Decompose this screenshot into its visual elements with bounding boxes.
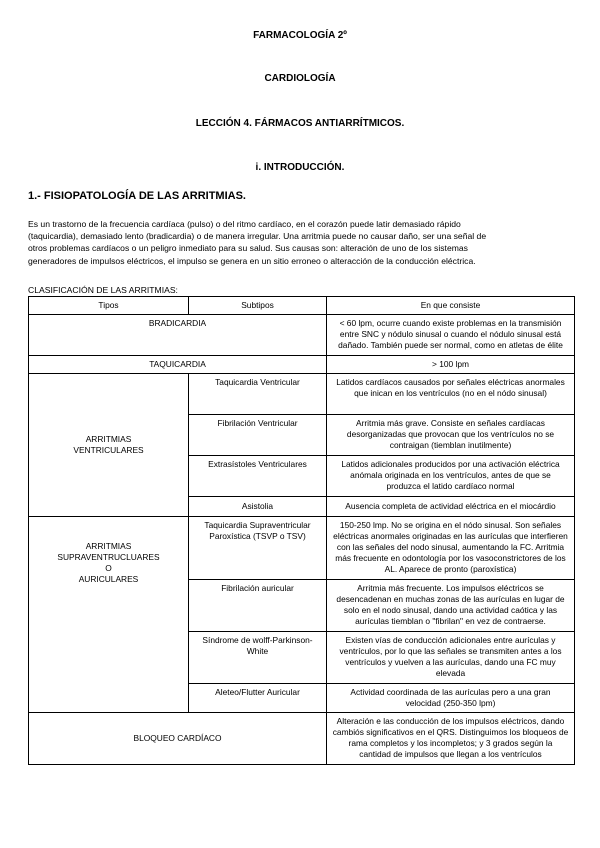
- table-row: [29, 517, 575, 580]
- desc-cell: Arritmia más grave. Consiste en señales cardíacas desorganizadas que provocan que los ventrículos no se contraigan (tiemblan inutilmente): [327, 415, 575, 456]
- intro-line: Es un trastorno de la frecuencia cardíaca (pulso) o del ritmo cardíaco, en el corazón puede latir demasiado rápido: [28, 219, 461, 229]
- subtype-cell: Taquicardia Supraventricular Paroxística (TSVP o TSV): [189, 517, 327, 580]
- type-line: SUPRAVENTRUCLUARES: [57, 552, 160, 562]
- table-header-row: [29, 297, 575, 315]
- lesson-title: LECCIÓN 4. FÁRMACOS ANTIARRÍTMICOS.: [195, 118, 405, 129]
- desc-cell: Existen vías de conducción adicionales entre aurículas y ventrículos, por lo que las señales se transmiten antes a los ventrículos y vuelven a las aurículas, dando una FC muy elevada: [327, 632, 575, 684]
- intro-paragraph: [28, 218, 576, 267]
- type-bloqueo: BLOQUEO CARDÍACO: [29, 713, 327, 765]
- header-subtipos: Subtipos: [189, 297, 327, 315]
- arrhythmia-table: [28, 296, 575, 765]
- type-bradicardia: BRADICARDIA: [29, 315, 327, 356]
- desc-cell: Actividad coordinada de las aurículas pero a una gran velocidad (250-350 lpm): [327, 684, 575, 713]
- desc-cell: Latidos adicionales producidos por una activación eléctrica anómala originada en los ventrículos, antes de que se produzca el latido cardíaco normal: [327, 456, 575, 497]
- subtype-cell: Extrasístoles Ventriculares: [189, 456, 327, 497]
- desc-cell: 150-250 lmp. No se origina en el nódo sinusal. Son señales eléctricas anormales originadas en las aurículas que interfieren con las señales del nodo sinusal, aumentando la FC. Arritmia más frecuente en odontología por los vasoconstrictores de los AL. Aparece de pronto (paroxística): [327, 517, 575, 580]
- type-line: ARRITMIAS: [85, 434, 132, 444]
- subtype-cell: Taquicardia Ventricular: [189, 374, 327, 415]
- subtype-cell: Síndrome de wolff-Parkinson-White: [189, 632, 327, 684]
- subtype-cell: Aleteo/Flutter Auricular: [189, 684, 327, 713]
- type-line: VENTRICULARES: [73, 445, 144, 455]
- type-line: AURICULARES: [78, 574, 139, 584]
- header-tipos: Tipos: [29, 297, 189, 315]
- subject-title: CARDIOLOGÍA: [264, 73, 336, 84]
- table-row: [29, 713, 575, 765]
- type-ventriculares: [29, 374, 189, 517]
- type-supraventriculares: [29, 517, 189, 713]
- table-row: [29, 356, 575, 374]
- type-taquicardia: TAQUICARDIA: [29, 356, 327, 374]
- desc-cell: Ausencia completa de actividad eléctrica en el miocárdio: [327, 497, 575, 517]
- subtype-cell: Fibrilación auricular: [189, 580, 327, 632]
- subsection-heading: 1.- FISIOPATOLOGÍA DE LAS ARRITMIAS.: [28, 190, 246, 202]
- subtype-cell: Fibrilación Ventricular: [189, 415, 327, 456]
- desc-cell: Arritmia más frecuente. Los impulsos eléctricos se desencadenan en muchas zonas de las aurículas en lugar de solo en el nodo sinusal, dando una actividad caótica y las aurículas tiemblan o "fibrilan" en vez de contraerse.: [327, 580, 575, 632]
- intro-line: (taquicardia), demasiado lento (bradicardia) o de manera irregular. Una arritmia puede no causar daño, ser una señal de: [28, 231, 487, 242]
- course-title: FARMACOLOGÍA 2º: [253, 30, 347, 41]
- section-title: i. INTRODUCCIÓN.: [255, 162, 345, 173]
- type-line: ARRITMIAS: [85, 541, 132, 551]
- table-caption: CLASIFICACIÓN DE LAS ARRITMIAS:: [28, 285, 178, 295]
- intro-line: otros problemas cardíacos o un peligro inmediato para su salud. Sus causas son: alteración de uno de los sistemas: [28, 243, 468, 254]
- desc-bradicardia: < 60 lpm, ocurre cuando existe problemas en la transmisión entre SNC y nódulo sinusal o cuando el nódulo sinusal está dañado. También puede ser normal, como en atletas de élite: [327, 315, 575, 356]
- desc-cell: Latidos cardíacos causados por señales eléctricas anormales que inican en los ventrículos (no en el nódo sinusal): [327, 374, 575, 415]
- desc-taquicardia: > 100 lpm: [327, 356, 575, 374]
- desc-bloqueo: Alteración e las conducción de los impulsos eléctricos, dando cambiós significativos en el QRS. Distinguimos los bloqueos de rama completos y los incompletos; y 3 grados según la cantidad de impulsos que llegan a los ventrículos: [327, 713, 575, 765]
- intro-line: generadores de impulsos eléctricos, el impulso se genera en un sitio erroneo o alteracción de la conducción eléctrica.: [28, 255, 476, 266]
- table-row: [29, 315, 575, 356]
- type-line: O: [105, 563, 112, 573]
- table-row: [29, 374, 575, 415]
- subtype-cell: Asistolia: [189, 497, 327, 517]
- header-en-que-consiste: En que consiste: [327, 297, 575, 315]
